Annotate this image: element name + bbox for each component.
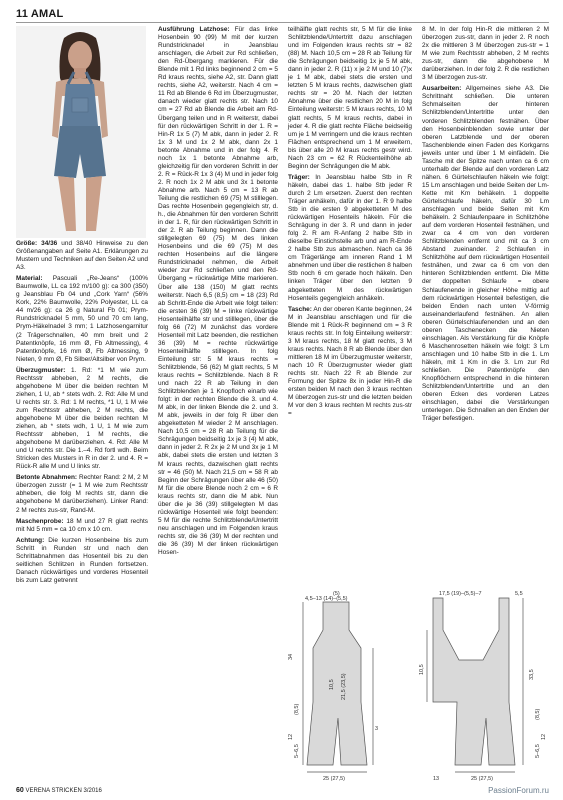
gauge-paragraph: Maschenprobe: 18 M und 27 R glatt rechts mit Nd 5 mm = ca 10 cm x 10 cm. [16, 517, 148, 533]
pocket-end-paragraph: 8 M. In der folg Hin-R die mittleren 2 M überzogen zus-str, dann in jeder 2. R noch 2x die mittleren 3 M überzogen zus-str = 1 M wie zum Rechtsstr abheben, 2 M rechts zus-str, dann die abgehobene M darüberziehen. In der folg 2. R die restlichen 3 M überzogen zus-str. [422, 26, 549, 82]
front-height: 34 [288, 653, 294, 660]
front-top-label: (5) [333, 591, 340, 597]
note-paragraph: Achtung: Die kurzen Hosenbeine bis zum Schritt in Runden str und nach den Schrittabnahmen das Hosenteil bis zu den seitlichen Schlitzen in Runden fortsetzen. Danach rückwärtiges und vorderes Hosenteil bis zum Latz getrennt [16, 536, 148, 584]
text-column-2 [158, 26, 278, 560]
page-footer [16, 787, 102, 794]
back-bottom-width: 25 (27,5) [471, 776, 494, 782]
pattern-paragraph: Überzugmuster: 1. Rd: *1 M wie zum Rechtsstr abheben, 2 M rechts, die abgehobene M über die beiden rechten M ziehen, 1 U, ab * stets wdh. 2. Rd: Alle M und U rechts str. 3. Rd: 1 M rechts, *1 U, 1 M wie zum Rechtsstr abheben, 2 M rechts, die abgehobene M über die beiden rechten M ziehen, ab * stets wdh, 1 U, 1 M wie zum Rechtsstr abheben, 1 M rechts, die abgehobene M darüberziehen. 4. Rd: Alle M und U rechts str. Die 1.–4. Rd fortl wdh. Beim Stricken des Musters in R in der 2. und 4. R = Rück-R alle M und U links str. [16, 366, 148, 471]
issue-label: VERENA STRICKEN 3/2016 [25, 788, 102, 794]
back-left-cm: 10,5 [419, 664, 425, 675]
text-column-4 [422, 26, 549, 426]
back-top-dims: 17,5 (19)–(5,5)–7 [439, 591, 482, 597]
watermark: PassionForum.ru [488, 786, 549, 795]
back-schematic [427, 598, 523, 772]
finishing-paragraph: Ausarbeiten: Allgemeines siehe A3. Die Schrittnaht schließen. Die unteren Schmalseiten der hinteren Schlitzblenden/Untertritte unter den vorderen Schlitzblenden festnähen. Über den Hosenbeinblenden sowie unter der oberen Latzblende und der oberen Taschenblende einen Faden des Korkgarns jeweils unter und über 1 M einfädeln. Die Tasche mit der Spitze nach unten ca 6 cm unterhalb der Blende auf den vorderen Latz nähen. 6 Gürtelschlaufen häkeln wie folgt: 15 Lm anschlagen und beide Seiten der Lm-Kette mit Km behäkeln. 1 doppelte Gürtelschlaufe häkeln, dafür 30 Lm anschlagen und beide Seiten mit Km behäkeln. 2 Schlaufenpaare in Schlitzhöhe auf dem vorderen Hosenteil festnähen, und zwar ca 4 cm von den vorderen Schlitzblenden entfernt und mit ca 3 cm Abstand zueinander. 2 Schlaufen in Schlitzhöhe auf dem rückwärtigen Hosenteil festnähen, und zwar ca 6 cm von den hinteren Schlitzblenden entfernt. Die Mitte der doppelten Schlaufe = obere Schlaufenende in gleicher Höhe mittig auf dem rückwärtigen Hosenteil befestigen, die beiden Enden nach unten V-förmig auseinanderlaufend festnähen. An allen oberen Gürtelschlaufenenden und an den oberen Taschenecken die Nieten einschlagen. Als Verstärkung für die Knöpfe 6 Maschenrosetten häkeln wie folgt: 3 Lm anschlagen und 10 halbe Stb in die 1. Lm häkeln, mit 1 Km in die 3. Lm zur Rd schließen. Die Patentknöpfe den Knopflöchern entsprechend in die hinteren Schlitzblenden/Untertritte und an den oberen Ecken des vorderen Latzes einschlagen, dabei die Verstärkungen unterlegen. Die Schnallen an den Enden der Träger befestigen. [422, 85, 549, 423]
material-paragraph: Material: Pascuali „Re-Jeans“ (100% Baumwolle, LL ca 192 m/100 g): ca 300 (350) g Jeansblau Fb 04 und „Cork Yarn“ (56% Kork, 22% Baumwolle, 22% Polyester, LL ca 44 m/26 g): ca 26 g Natural Fb 01; Prym-Rundstricknadel 5 mm, 50 und 70 cm lang, Prym-Häkelnadel 3 mm; 1 Latzhosengarnitur (2 Trägerschnallen, 40 mm breit und 2 Patentknöpfe, 16 mm Ø, Fb Altmessing), 4 Patentknöpfe, 16 mm Ø, Fb Altmessing, 9 Nieten, 9 mm Ø, Fb Silber/Altsilber von Prym. [16, 275, 148, 363]
pocket-paragraph: Tasche: An der oberen Kante beginnen, 24 M in Jeansblau anschlagen und für die Blende mit 1 Rück-R beginnend cm = 3 R kraus rechts str. In folg Einteilung weiterstr: 3 M kraus rechts, 18 M glatt rechts, 3 M kraus rechts. Nach 8 R ab Blende über den mittleren 18 M im Überzugmuster weiterstr, nach 10 R Überzugmuster wieder glatt rechts str. Nach 22 R ab Blende zur Formung der Spitze 8x in jeder Hin-R die ersten beiden M nach den 3 kraus rechten M überzogen zus-str und die letzten beiden M vor den 3 kraus rechten M rechts zus-str = [288, 305, 412, 418]
text-column-1 [16, 240, 148, 588]
front-height-label: 21,5 (23,5) [341, 673, 347, 700]
instructions-paragraph: Ausführung Latzhose: Für das linke Hosenbein 90 (99) M mit der kurzen Rundstricknadel in Jeansblau anschlagen, die Arbeit zur Rd schließen, den Rd-Übergang markieren. Für die Blende mit 1 Rd links beginnend 2 cm = 5 Rd kraus rechts, siehe A2, str. Dann glatt rechts, siehe A2, weiterstr. Nach 4 cm = 11 Rd ab Blende 6 Rd im Überzugmuster, danach wieder glatt rechts str. Nach 10 cm = 27 Rd ab Blende die Arbeit am Rd-Übergang teilen und in R weiterstr, dabei für den rückwärtigen Schritt in der 1. R = Hin-R 1x 5 (7) M abk, dann in jeder 2. R 1x 3 M und 1x 2 M abk, dann 2x 1 betonte Abnahme und in der folg 4. R noch 1x 1 betonte Abnahme arb, gleichzeitig für den vorderen Schritt in der 2. R = Rück-R 1x 3 (4) M und in jeder folg 2. R noch 1x 2 M abk und 3x 1 betonte Abnahme arb. Nach 5 cm = 13 R ab Teilung die restlichen 69 (75) M stilllegen. Das rechte Hosenbein gegengleich str, d. h., die Abnahmen für den vorderen Schritt in der 1. R, für den rückwärtigen Schritt in der 2. R ab Teilung beginnen. Dann die stillgelegten 69 (75) M des linken Hosenbeins und die 69 (75) M des rechten Hosenbeins auf die längere Rundstricknadel nehmen, die Arbeit wieder zur Rd schließen und den Rd-Übergang = rückwärtige Mitte markieren. Über alle 138 (150) M glatt rechts weiterstr. Nach 6,5 (8,5) cm = 18 (23) Rd ab Schritt-Ende die Arbeit wie folgt teilen: die ersten 36 (39) M = linke rückwärtige Hosenteilhälfte str und stilllegen, über die folg 66 (72) M zunächst das vordere Hosenteil mit Latz beenden, die restlichen 36 (39) M = rechte rückwärtige Hosenteilhälfte stilllegen. In folg Einteilung str: 5 M kraus rechts = Schlitzblende, 56 (62) M glatt rechts, 5 M kraus rechts = Schlitzblende. Nach 8 R und nach 22 R ab Teilung in den Schlitzblenden je 1 Knopfloch einarb wie folgt: in der rechten Blende die 3. und 4. M abk, in der linken Blende die 2. und 3. M abk, jeweils in der folg R über den abgeketteten M wieder 2 M anschlagen. Nach 10,5 cm = 28 R ab Teilung für die Schrägungen beidseitig 1x je 3 (4) M abk, dann in jeder 2. R 2x je 2 M und 3x je 1 M abk, dabei stets die ersten und letzten 3 M kraus rechts, dazwischen glatt rechts str = 46 (50) M. Nach 21,5 cm = 58 R ab Beginn der Schrägungen über alle 46 (50) M für die obere Blende noch 2 cm = 6 R kraus rechts str, dann die M abk. Nun über die je 36 (39) stillgelegten M das rückwärtige Hosenteil wie folgt beenden: 5 M für die rechte Schlitzblende/Untertritt neu anschlagen und im Folgenden kraus rechts str, die 36 (39) M der rechten und die 36 (39) M der linken rückwärtigen Hosen- [158, 26, 278, 557]
back-height-label: 33,5 [529, 669, 535, 680]
size-paragraph: Größe: 34/36 und 38/40 Hinweise zu den Größenangaben auf Seite A1. Erklärungen zu Mustern und Techniken auf den Seiten A2 und A3. [16, 240, 149, 272]
back-right-small-1: (8,5) [535, 708, 541, 720]
back-top-side: 5,5 [515, 591, 523, 597]
section-title: 11 AMAL [16, 8, 64, 20]
straps-paragraph: Träger: In Jeansblau halbe Stb in R häkeln, dabei das 1. halbe Stb jeder R durch 2 Lm ersetzen. Zuerst den rechten Träger anhäkeln, dafür in der 1. R 9 halbe Stb in die ersten 9 abgeketteten M des rückwärtigen Hosenteils häkeln. Für die Schrägung in der 3. R und dann in jeder folg 2. R am R-Anfang 2 halbe Stb in dieselbe Einstichstelle arb und am R-Ende 2 halbe Stb zus abmaschen. Nach ca 36 cm Trägerlänge am inneren Rand 1 M abnehmen und über die restlichen 8 halben Stb noch 6 cm gerade hoch häkeln. Den linken Träger über den letzten 9 abgeketteten M des rückwärtigen Hosenteils gegengleich anhäkeln. [288, 173, 412, 302]
front-mid-label: 10,5 [329, 679, 335, 690]
front-left-small-1: (8,5) [294, 703, 300, 715]
page-number: 60 [16, 787, 24, 794]
schematic-diagram [283, 590, 549, 786]
back-right-small-3: 12 [541, 733, 547, 740]
front-bottom-width: 25 (27,5) [323, 776, 346, 782]
back-bottom-left: 13 [433, 776, 440, 782]
front-schematic [303, 602, 373, 772]
front-left-small-2: 5–6,5 [294, 744, 300, 758]
decreases-paragraph: Betonte Abnahmen: Rechter Rand: 2 M, 2 M überzogen zusstr (= 1 M wie zum Rechtsstr abheben, die folg M rechts str, dann die abgehobene M darüberziehen). Linker Rand: 2 M rechts zus-str, Rand-M. [16, 474, 149, 514]
text-column-3 [288, 26, 412, 421]
header-divider [16, 22, 549, 23]
front-top-dims: 4,5–13 (14)–(5,5) [305, 596, 348, 602]
model-photo [16, 26, 146, 238]
front-side-label: 3 [375, 726, 379, 732]
back-paragraph: teilhälfte glatt rechts str, 5 M für die linke Schlitzblende/Untertritt dazu anschlagen und im Folgenden kraus rechts str = 82 (88) M. Nach 10,5 cm = 28 R ab Teilung für die Schrägungen beidseitig 1x je 5 M abk, dann in jeder 2. R (11) x je 2 M und 10 (7)x je 1 M abk, dabei stets die ersten und letzten 5 M kraus rechts, dazwischen glatt rechts str = 20 M. Nach der letzten Abnahme über die restlichen 20 M in folg Einteilung weiterstr: 5 M kraus rechts, 10 M glatt rechts, 5 M kraus rechts, dabei in jeder 4. R die glatt rechte Fläche beidseitig um je 1 M verringern und die kraus rechten Flächen entsprechend um 1 M erweitern, bis über alle 20 M kraus rechts gestr wird. Nach 23 cm = 62 R Rückenteilhöhe ab Beginn der Schrägungen die M abk. [288, 26, 412, 170]
back-right-small-2: 5–6,5 [535, 744, 541, 758]
front-left-cm: 12 [288, 733, 294, 740]
